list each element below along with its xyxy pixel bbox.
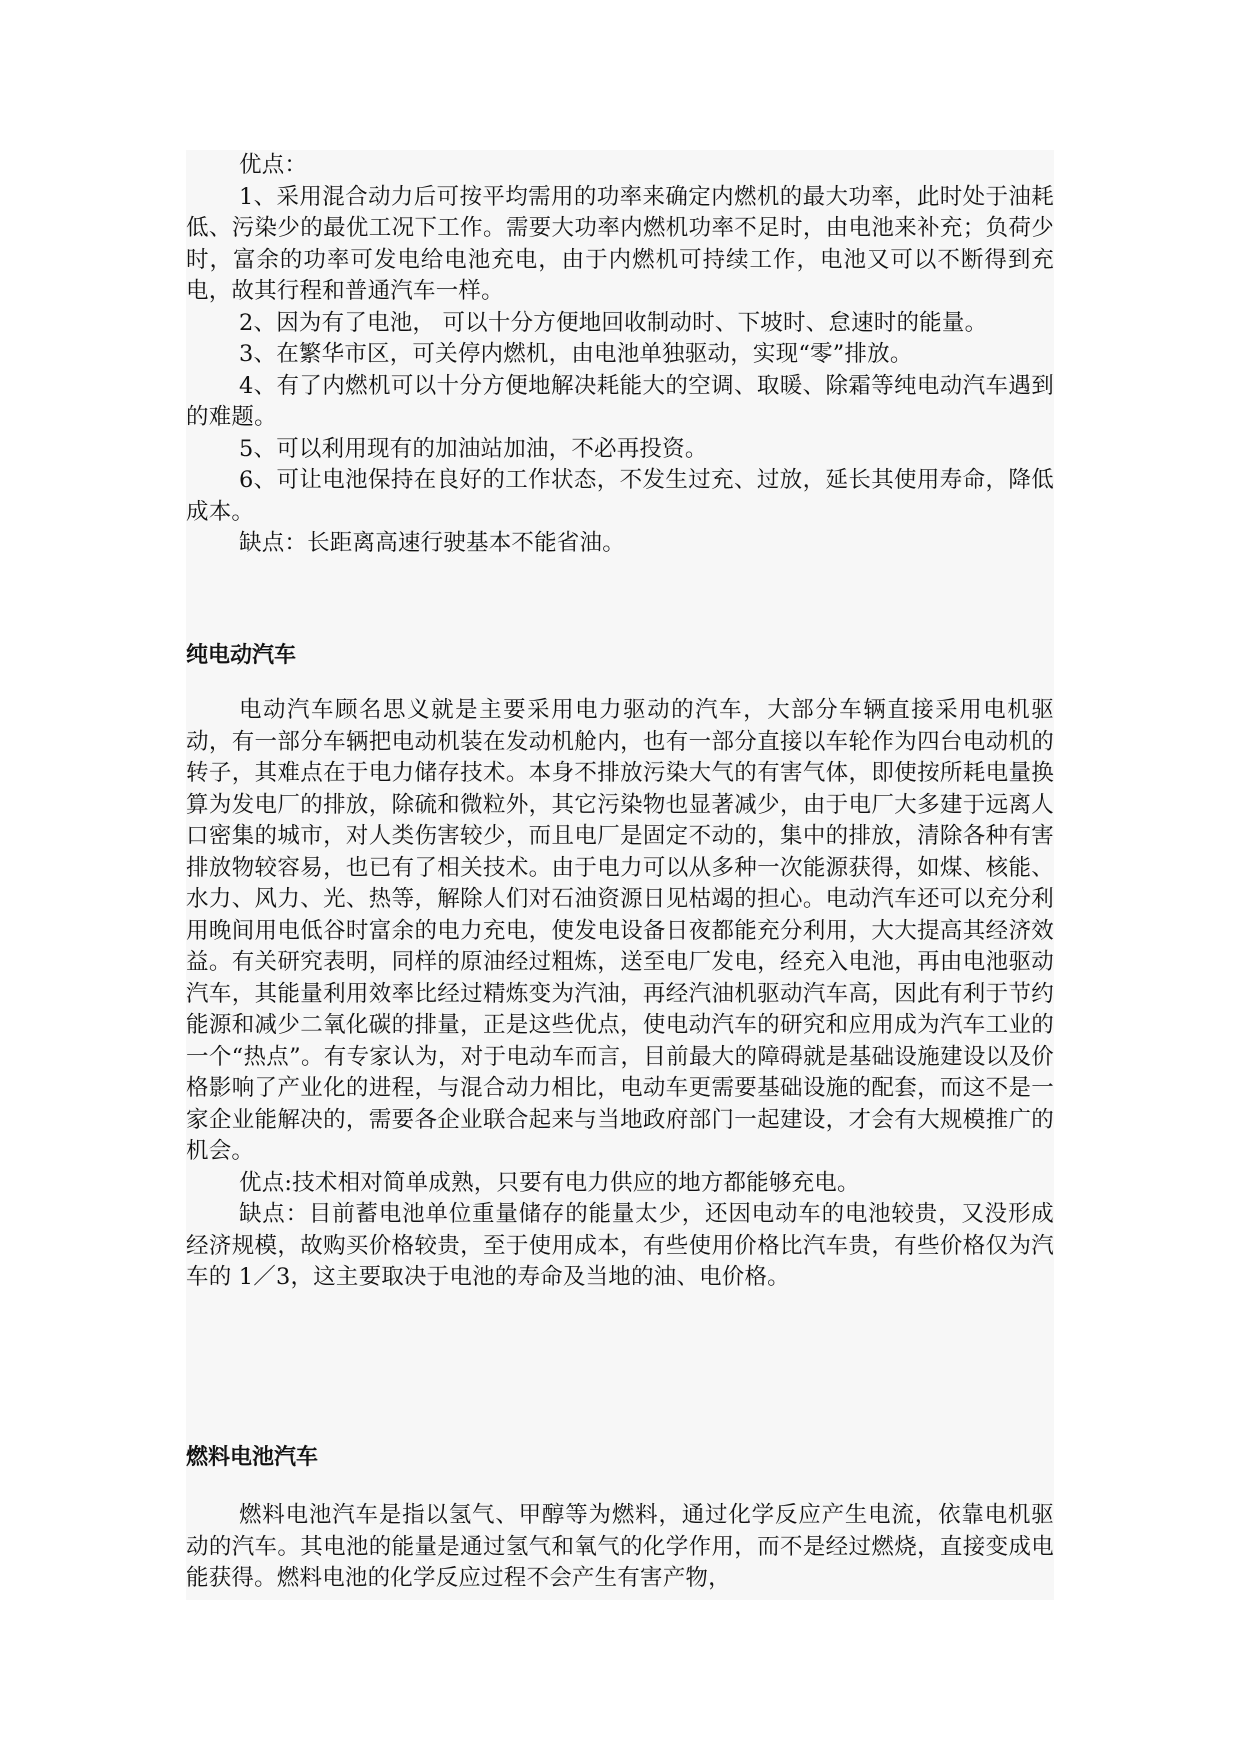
paragraph: 优点:技术相对简单成熟，只要有电力供应的地方都能够充电。 bbox=[239, 1169, 860, 1196]
paragraph: 6、可让电池保持在良好的工作状态，不发生过充、过放，延长其使用寿命，降低成本。 bbox=[186, 467, 1054, 525]
paragraph: 燃料电池汽车是指以氢气、甲醇等为燃料，通过化学反应产生电流，依靠电机驱动的汽车。其电池的能量是通过氢气和氧气的化学作用，而不是经过燃烧，直接变成电能获得。燃料电池的化学反应过程不会产生有害产物， bbox=[186, 1502, 1054, 1591]
document-body bbox=[186, 150, 1054, 1600]
section-heading-fuelcell: 燃料电池汽车 bbox=[186, 1445, 319, 1470]
paragraph: 缺点：长距离高速行驶基本不能省油。 bbox=[239, 530, 625, 556]
paragraph: 1、采用混合动力后可按平均需用的功率来确定内燃机的最大功率，此时处于油耗低、污染少的最优工况下工作。需要大功率内燃机功率不足时，由电池来补充；负荷少时，富余的功率可发电给电池充电，由于内燃机可持续工作，电池又可以不断得到充电，故其行程和普通汽车一样。 bbox=[186, 183, 1054, 304]
paragraph: 优点： bbox=[239, 152, 308, 178]
section-heading-electric: 纯电动汽车 bbox=[186, 643, 297, 668]
paragraph: 缺点：目前蓄电池单位重量储存的能量太少，还因电动车的电池较贵，又没形成经济规模，故购买价格较贵，至于使用成本，有些使用价格比汽车贵，有些价格仅为汽车的 1／3，这主要取决于电池的寿命及当地的油、电价格。 bbox=[186, 1201, 1054, 1290]
electric-section bbox=[186, 695, 1054, 1294]
fuelcell-section bbox=[186, 1500, 1054, 1595]
hybrid-section bbox=[186, 150, 1054, 560]
paragraph: 4、有了内燃机可以十分方便地解决耗能大的空调、取暖、除霜等纯电动汽车遇到的难题。 bbox=[186, 372, 1054, 430]
paragraph: 5、可以利用现有的加油站加油，不必再投资。 bbox=[239, 435, 708, 462]
paragraph: 3、在繁华市区，可关停内燃机，由电池单独驱动，实现“零”排放。 bbox=[239, 341, 913, 367]
paragraph: 2、因为有了电池， 可以十分方便地回收制动时、下坡时、怠速时的能量。 bbox=[239, 309, 988, 336]
paragraph: 电动汽车顾名思义就是主要采用电力驱动的汽车，大部分车辆直接采用电机驱动，有一部分车辆把电动机装在发动机舱内，也有一部分直接以车轮作为四台电动机的转子，其难点在于电力储存技术。本身不排放污染大气的有害气体，即使按所耗电量换算为发电厂的排放，除硫和微粒外，其它污染物也显著减少，由于电厂大多建于远离人口密集的城市，对人类伤害较少，而且电厂是固定不动的，集中的排放，清除各种有害排放物较容易，也已有了相关技术。由于电力可以从多种一次能源获得，如煤、核能、水力、风力、光、热等，解除人们对石油资源日见枯竭的担心。电动汽车还可以充分利用晚间用电低谷时富余的电力充电，使发电设备日夜都能充分利用，大大提高其经济效益。有关研究表明，同样的原油经过粗炼，送至电厂发电，经充入电池，再由电池驱动汽车，其能量利用效率比经过精炼变为汽油，再经汽油机驱动汽车高，因此有利于节约能源和减少二氧化碳的排量，正是这些优点，使电动汽车的研究和应用成为汽车工业的一个“热点”。有专家认为，对于电动车而言，目前最大的障碍就是基础设施建设以及价格影响了产业化的进程，与混合动力相比，电动车更需要基础设施的配套，而这不是一家企业能解决的，需要各企业联合起来与当地政府部门一起建设，才会有大规模推广的机会。 bbox=[186, 697, 1054, 1164]
